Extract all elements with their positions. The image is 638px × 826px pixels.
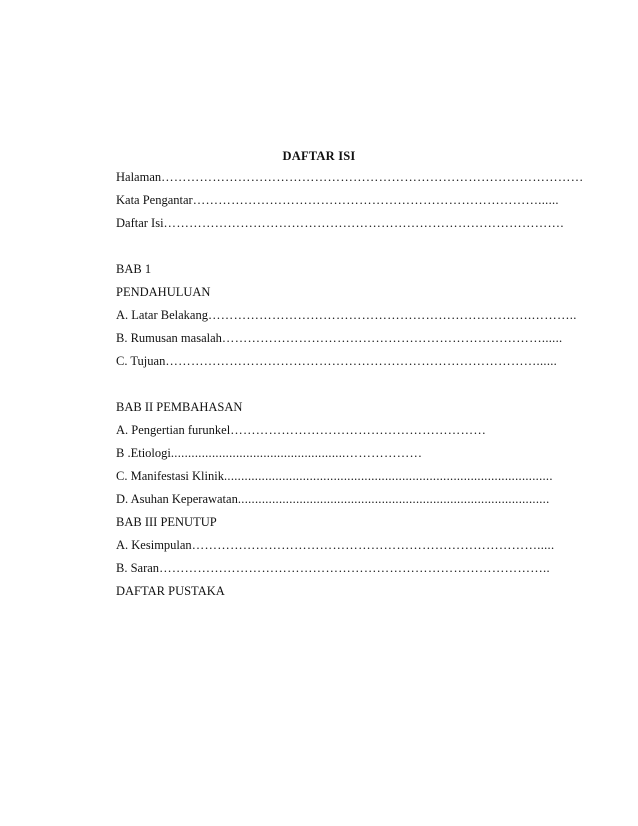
toc-entry-label: C. Tujuan bbox=[116, 354, 166, 368]
toc-dot-leader: ...................................................……………… bbox=[170, 446, 423, 460]
toc-dot-leader: ……………………………………………………………………………...... bbox=[165, 354, 558, 368]
toc-dot-leader: …………………………………………………………………...... bbox=[221, 331, 563, 345]
toc-line-tujuan bbox=[116, 350, 558, 373]
toc-entry-label: BAB 1 bbox=[116, 262, 152, 276]
toc-line-rumusan-masalah bbox=[116, 327, 563, 350]
toc-entry-label: Halaman bbox=[116, 170, 162, 184]
toc-line-bab-3 bbox=[116, 511, 481, 534]
toc-line-daftar-pustaka bbox=[116, 580, 481, 603]
toc-spacer bbox=[116, 373, 481, 396]
toc-line-pendahuluan bbox=[116, 281, 481, 304]
toc-line-etiologi bbox=[116, 442, 481, 465]
toc-line-manifestasi-klinik bbox=[116, 465, 553, 488]
toc-entry-label: Kata Pengantar bbox=[116, 193, 193, 207]
toc-entry-label: DAFTAR PUSTAKA bbox=[116, 584, 225, 598]
toc-dot-leader: ………………………………………………………………….……….. bbox=[207, 308, 577, 322]
toc-entry-label: BAB II PEMBAHASAN bbox=[116, 400, 243, 414]
toc-spacer bbox=[116, 235, 481, 258]
toc-entry-label: PENDAHULUAN bbox=[116, 285, 211, 299]
toc-line-latar-belakang bbox=[116, 304, 577, 327]
toc-line-pengertian bbox=[116, 419, 487, 442]
toc-entry-label: B .Etiologi bbox=[116, 446, 171, 460]
page-title: DAFTAR ISI bbox=[282, 149, 356, 163]
toc-line-kesimpulan bbox=[116, 534, 555, 557]
toc-dot-leader: ........................................................................................... bbox=[237, 492, 550, 506]
toc-line-kata-pengantar bbox=[116, 189, 559, 212]
toc-entry-label: Daftar Isi bbox=[116, 216, 164, 230]
toc-entry-label: D. Asuhan Keperawatan bbox=[116, 492, 238, 506]
toc-dot-leader: ……………………………………………………………………………………… bbox=[161, 170, 584, 184]
toc-line-halaman bbox=[116, 166, 584, 189]
toc-dot-leader: ………………………………………………………………………...... bbox=[192, 193, 559, 207]
toc-entry-label: B. Rumusan masalah bbox=[116, 331, 222, 345]
toc-entry-label: C. Manifestasi Klinik bbox=[116, 469, 224, 483]
toc-entry-label: A. Pengertian furunkel bbox=[116, 423, 231, 437]
toc-dot-leader: ………………………………………………………………………..... bbox=[191, 538, 555, 552]
toc-entry-label: BAB III PENUTUP bbox=[116, 515, 217, 529]
toc-line-saran bbox=[116, 557, 550, 580]
toc-line-daftar-isi bbox=[116, 212, 564, 235]
toc-entry-label: A. Kesimpulan bbox=[116, 538, 192, 552]
toc-entry-label: B. Saran bbox=[116, 561, 160, 575]
toc-dot-leader: …………………………………………………………………………………. bbox=[163, 216, 564, 230]
toc-dot-leader: ................................................................................................ bbox=[223, 469, 553, 483]
toc-dot-leader: …………………………………………………… bbox=[230, 423, 487, 437]
toc-line-bab-1 bbox=[116, 258, 481, 281]
toc-line-asuhan-keperawatan bbox=[116, 488, 550, 511]
toc-line-bab-2 bbox=[116, 396, 481, 419]
toc-dot-leader: ……………………………………………………………………………….. bbox=[159, 561, 550, 575]
toc-entry-label: A. Latar Belakang bbox=[116, 308, 208, 322]
table-of-contents bbox=[116, 166, 584, 603]
